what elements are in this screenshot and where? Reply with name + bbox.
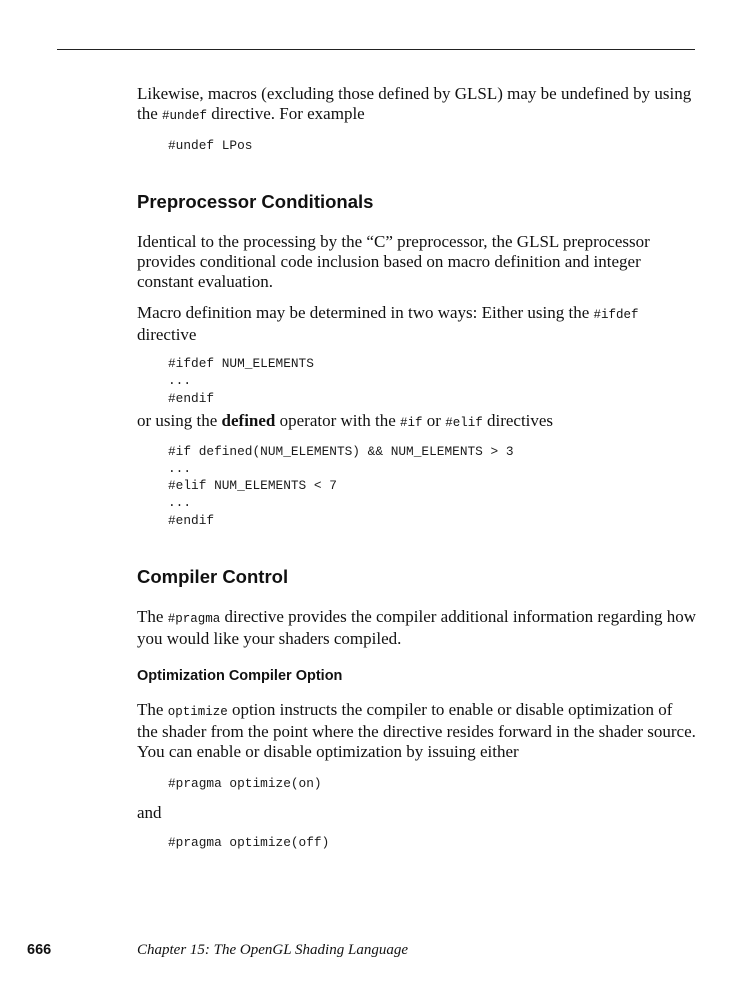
heading-optimization-compiler-option: Optimization Compiler Option — [137, 667, 343, 684]
defined-operator-paragraph: or using the defined operator with the #if or #elif directives — [137, 410, 554, 430]
inline-code-undef: #undef — [162, 109, 208, 123]
inline-code-elif: #elif — [445, 415, 483, 430]
header-rule — [57, 49, 695, 50]
running-footer-chapter: Chapter 15: The OpenGL Shading Language — [137, 942, 408, 958]
code-block-if-defined: #if defined(NUM_ELEMENTS) && NUM_ELEMENTS > 3 ... #elif NUM_ELEMENTS < 7 ... #endif — [168, 443, 514, 528]
pragma-paragraph: The #pragma directive provides the compiler additional information regarding how you would like your shaders compiled. — [137, 606, 697, 648]
inline-code-ifdef: #ifdef — [593, 308, 639, 323]
heading-compiler-control: Compiler Control — [137, 565, 289, 587]
defined-keyword: defined — [221, 410, 276, 430]
optimize-paragraph: The optimize option instructs the compiler to enable or disable optimization of the shader from the point where the directive resides forward in the shader source. You can enable or disable optimization by issuing either — [137, 699, 696, 761]
macro-definition-paragraph: Macro definition may be determined in two ways: Either using the #ifdef directive — [137, 303, 639, 345]
conditionals-intro-paragraph: Identical to the processing by the “C” preprocessor, the GLSL preprocessor provides conditional code inclusion based on macro definition and integer constant evaluation. — [137, 232, 650, 292]
inline-code-optimize: optimize — [167, 704, 228, 719]
and-paragraph: and — [137, 803, 162, 823]
page-body — [137, 84, 697, 851]
heading-preprocessor-conditionals: Preprocessor Conditionals — [137, 191, 374, 213]
code-block-ifdef: #ifdef NUM_ELEMENTS ... #endif — [168, 356, 314, 406]
code-block-optimize-off: #pragma optimize(off) — [168, 835, 330, 851]
inline-code-if: #if — [400, 415, 423, 430]
inline-code-pragma: #pragma — [167, 611, 221, 626]
page-number: 666 — [27, 942, 52, 958]
code-block-optimize-on: #pragma optimize(on) — [168, 775, 322, 791]
code-block-undef: #undef LPos — [168, 138, 253, 153]
undef-paragraph: Likewise, macros (excluding those defined by GLSL) may be undefined by using the #undef directive. For example — [137, 84, 692, 123]
